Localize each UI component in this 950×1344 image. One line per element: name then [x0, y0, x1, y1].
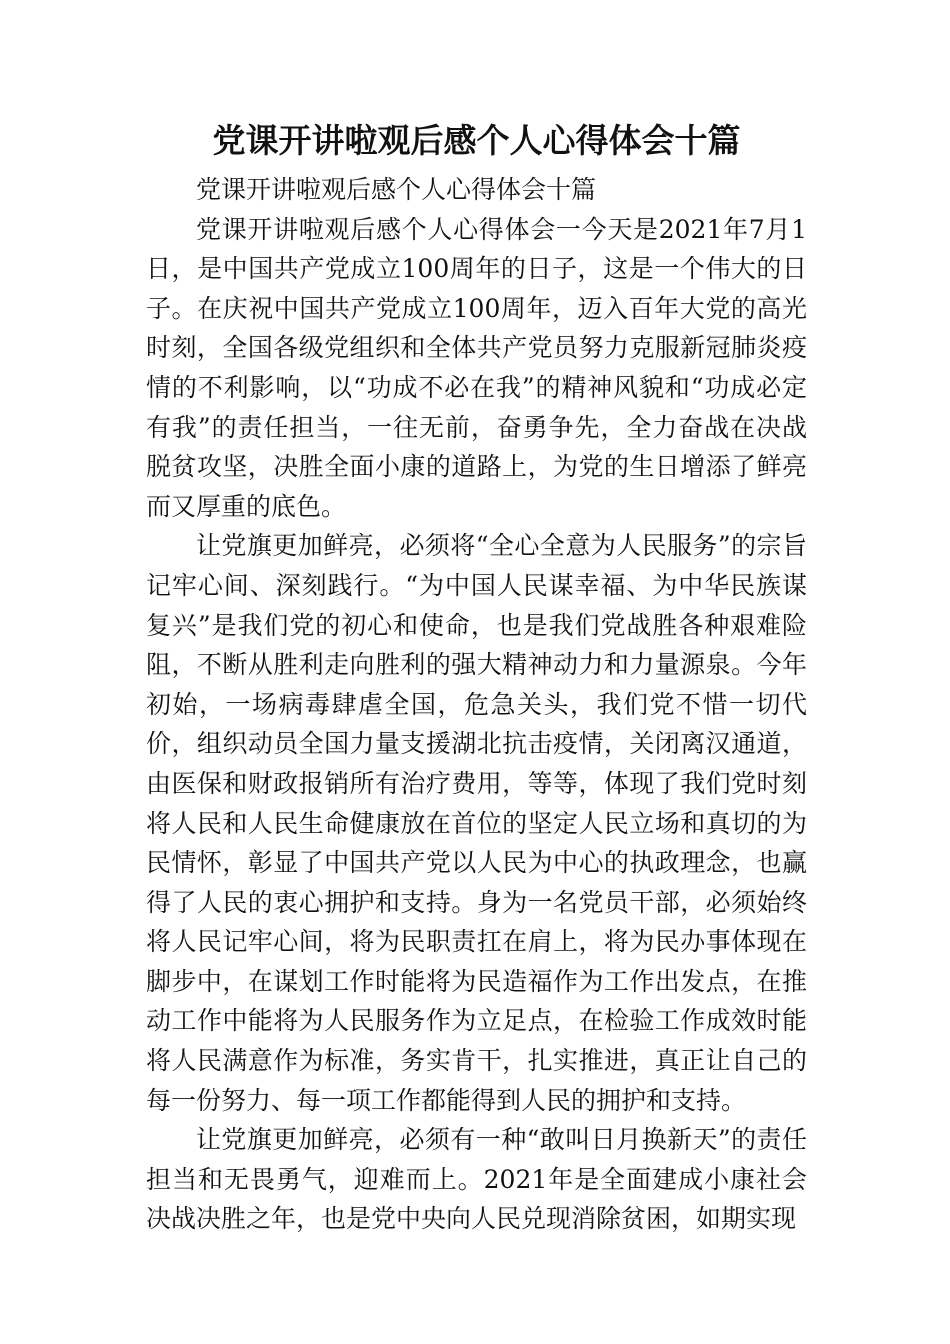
paragraph-1: 党课开讲啦观后感个人心得体会一今天是2021年7月1日，是中国共产党成立100周年的日子，这是一个伟大的日子。在庆祝中国共产党成立100周年，迈入百年大党的高光时刻，全国各级党组织和全体共产党员努力克服新冠肺炎疫情的不利影响，以“功成不必在我”的精神风貌和“功成必定有我”的责任担当，一往无前，奋勇争先，全力奋战在决战脱贫攻坚，决胜全面小康的道路上，为党的生日增添了鲜亮而又厚重的底色。	[146, 214, 807, 521]
paragraph-3: 让党旗更加鲜亮，必须有一种“敢叫日月换新天”的责任担当和无畏勇气，迎难而上。2021年是全面建成小康社会决战决胜之年，也是党中央向人民兑现消除贫困，如期实现	[146, 1125, 807, 1234]
paragraph-2: 让党旗更加鲜亮，必须将“全心全意为人民服务”的宗旨记牢心间、深刻践行。“为中国人民谋幸福、为中华民族谋复兴”是我们党的初心和使命，也是我们党战胜各种艰难险阻，不断从胜利走向胜利的强大精神动力和力量源泉。今年初始，一场病毒肆虐全国，危急关头，我们党不惜一切代价，组织动员全国力量支援湖北抗击疫情，关闭离汉通道，由医保和财政报销所有治疗费用，等等，体现了我们党时刻将人民和人民生命健康放在首位的坚定人民立场和真切的为民情怀，彰显了中国共产党以人民为中心的执政理念，也赢得了人民的衷心拥护和支持。身为一名党员干部，必须始终将人民记牢心间，将为民职责扛在肩上，将为民办事体现在脚步中，在谋划工作时能将为民造福作为工作出发点，在推动工作中能将为人民服务作为立足点，在检验工作成效时能将人民满意作为标准，务实肯干，扎实推进，真正让自己的每一份努力、每一项工作都能得到人民的拥护和支持。	[146, 531, 807, 1115]
document-title: 党课开讲啦观后感个人心得体会十篇	[212, 121, 741, 160]
paragraph-subtitle: 党课开讲啦观后感个人心得体会十篇	[196, 175, 597, 204]
